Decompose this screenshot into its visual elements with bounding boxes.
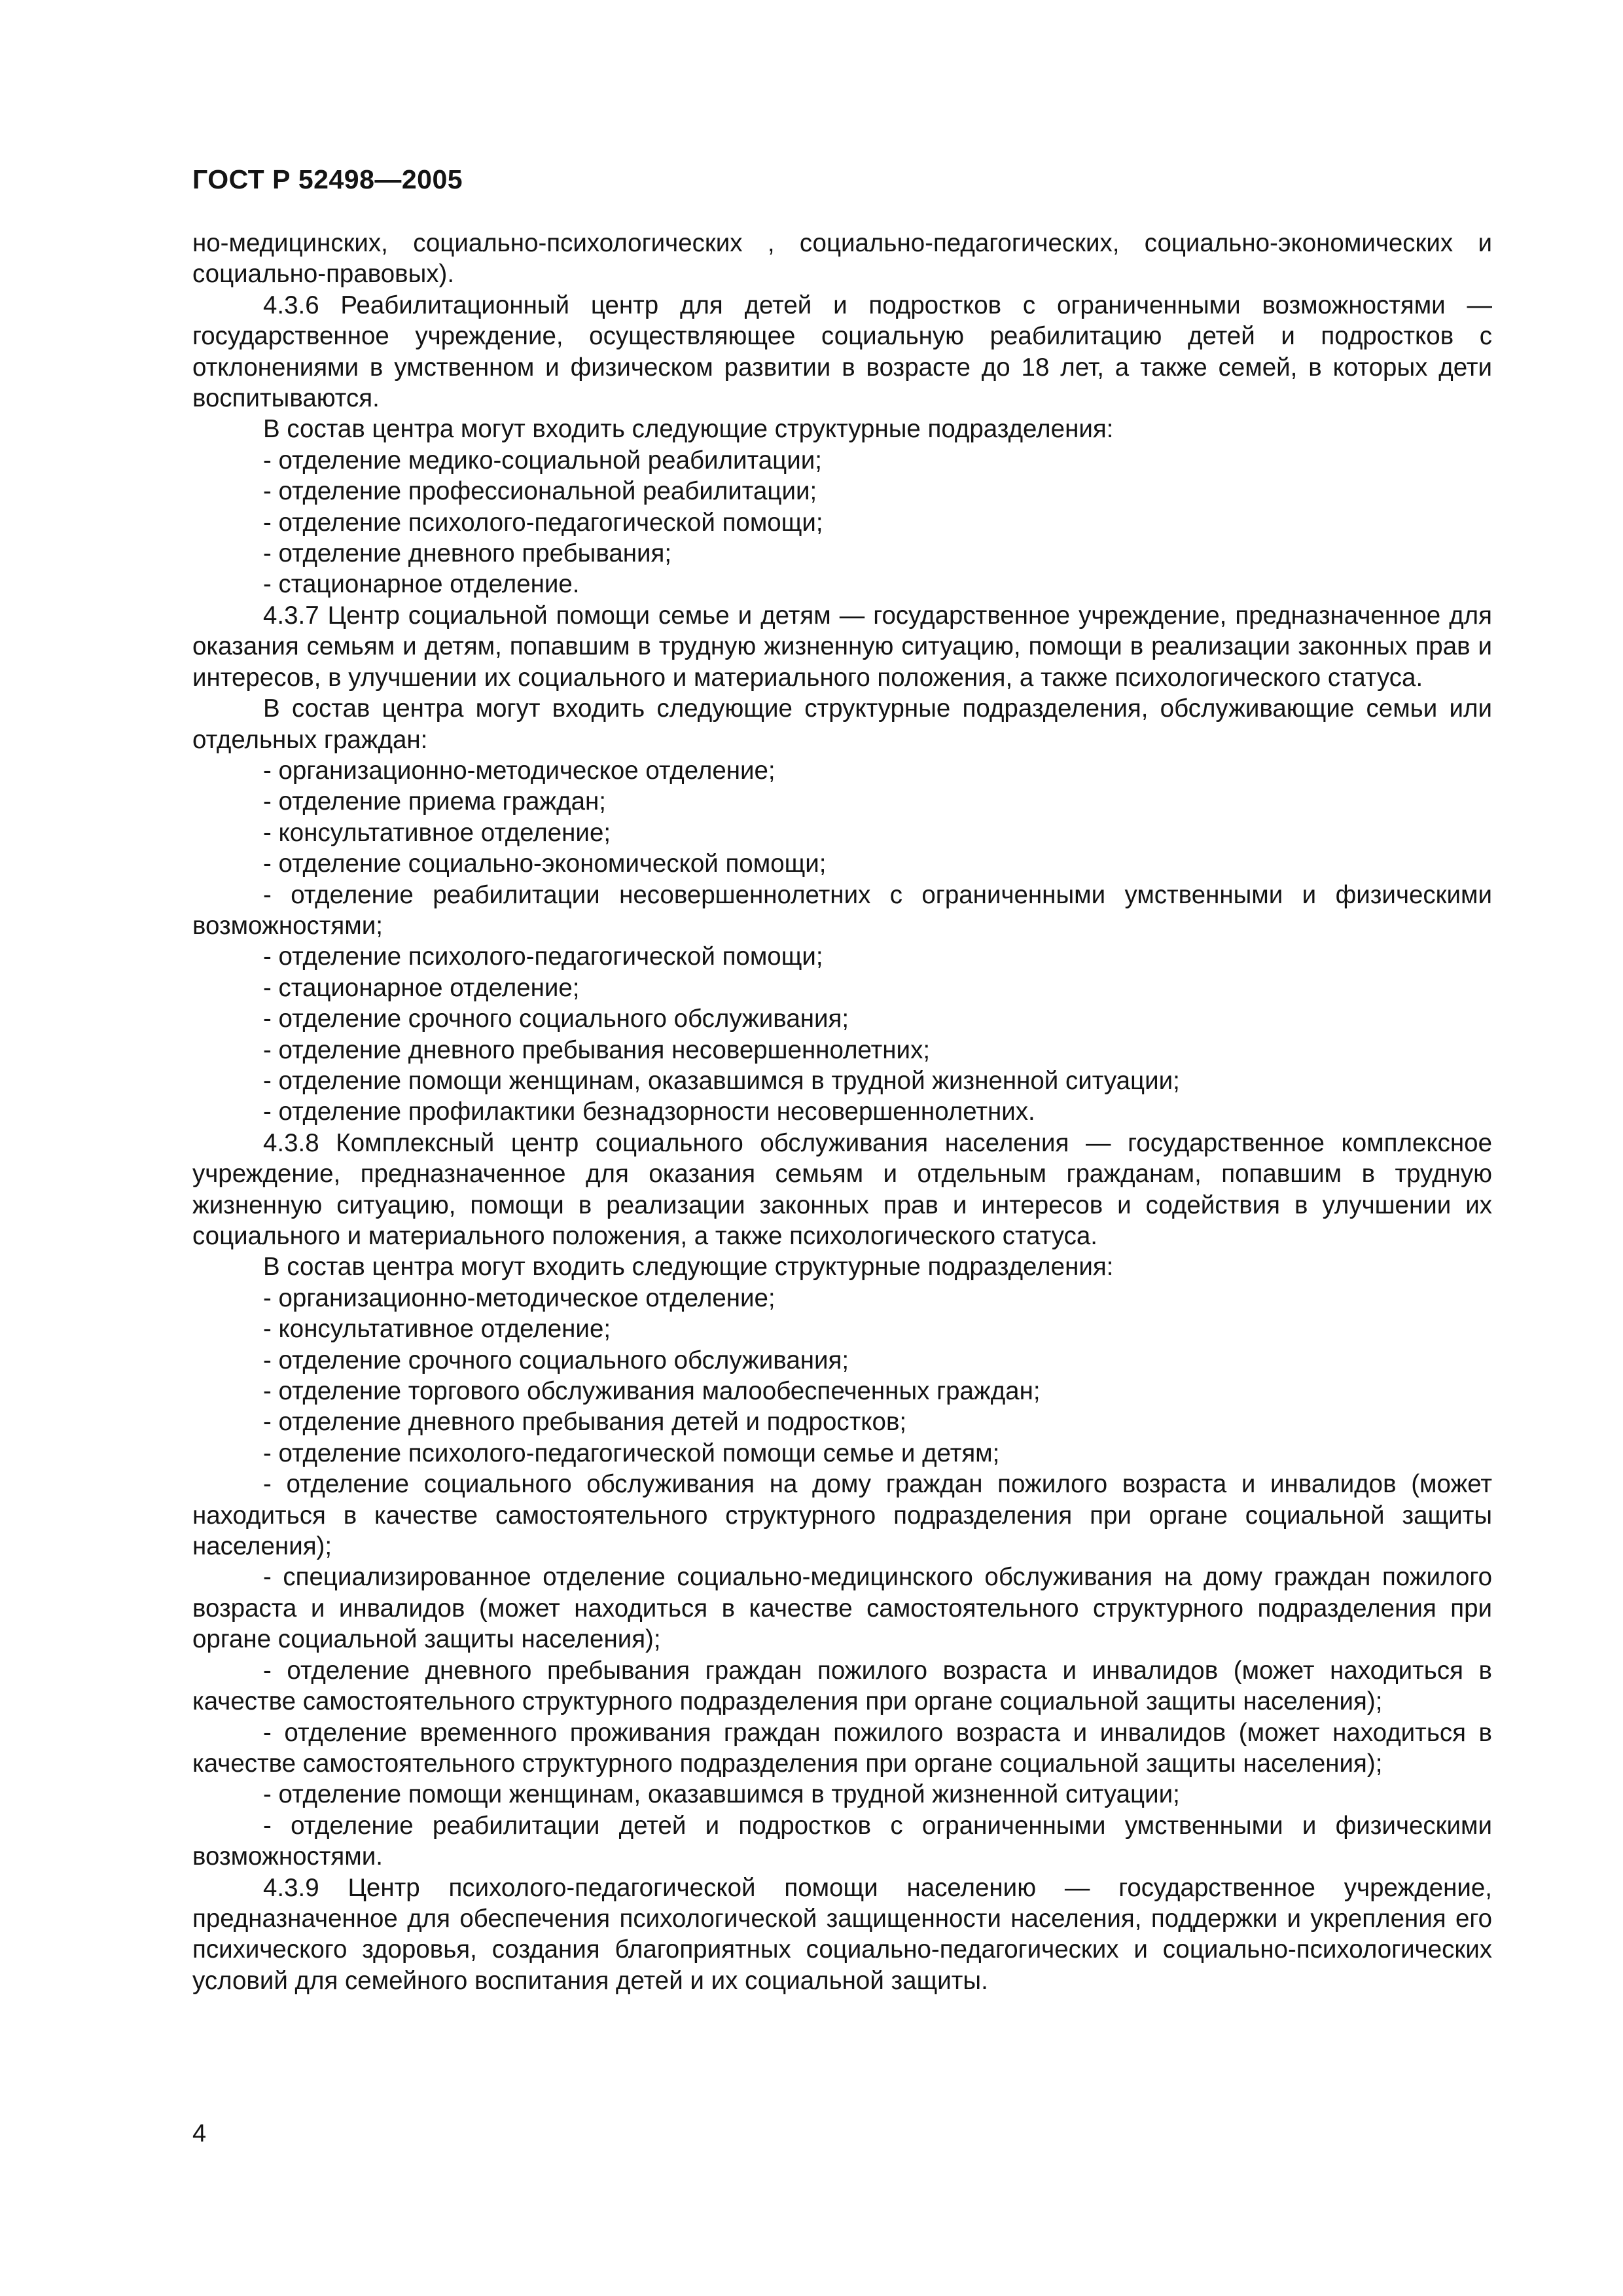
list-item: - отделение профессиональной реабилитации; <box>263 477 817 506</box>
list-item: - специализированное отделение социально-медицинского обслуживания на дому граждан пожилого возраста и инвалидов (может находиться в качестве самостоятельного структурного подразделения при органе социальной защиты населения); <box>192 1563 1492 1654</box>
list-item: - стационарное отделение; <box>263 973 580 1002</box>
list-item: - стационарное отделение. <box>263 570 580 599</box>
paragraph: В состав центра могут входить следующие структурные подразделения: <box>263 1253 1114 1282</box>
document-body <box>192 228 1492 1996</box>
list-item: - отделение помощи женщинам, оказавшимся в трудной жизненной ситуации; <box>263 1066 1180 1095</box>
list-item: - отделение дневного пребывания детей и подростков; <box>263 1408 907 1437</box>
page-number: 4 <box>192 2120 207 2147</box>
page-header-standard-code: ГОСТ Р 52498—2005 <box>192 164 463 194</box>
list-item: - отделение психолого-педагогической помощи; <box>263 942 823 971</box>
list-item: - отделение медико-социальной реабилитации; <box>263 446 822 475</box>
list-item: - отделение реабилитации детей и подростков с ограниченными умственными и физическими возможностями. <box>192 1811 1492 1871</box>
list-item: - отделение временного проживания граждан пожилого возраста и инвалидов (может находиться в качестве самостоятельного структурного подразделения при органе социальной защиты населения); <box>192 1718 1492 1778</box>
paragraph: но-медицинских, социально-психологических , социально-педагогических, социально-экономических и социально-правовых). <box>192 229 1492 289</box>
list-item: - отделение психолого-педагогической помощи семье и детям; <box>263 1439 1000 1467</box>
list-item: - отделение приема граждан; <box>263 787 606 816</box>
paragraph-4-3-6: 4.3.6 Реабилитационный центр для детей и подростков с ограниченными возможностями — государственное учреждение, осуществляющее социальную реабилитацию детей и подростков с отклонениями в умственном и физическом развитии в возрасте до 18 лет, а также семей, в которых дети воспитываются. <box>192 291 1492 413</box>
list-item: - отделение дневного пребывания граждан пожилого возраста и инвалидов (может находиться в качестве самостоятельного структурного подразделения при органе социальной защиты населения); <box>192 1656 1492 1716</box>
paragraph: В состав центра могут входить следующие структурные подразделения: <box>263 415 1114 444</box>
list-item: - консультативное отделение; <box>263 818 611 847</box>
paragraph-4-3-7: 4.3.7 Центр социальной помощи семье и детям — государственное учреждение, предназначенное для оказания семьям и детям, попавшим в трудную жизненную ситуацию, помощи в реализации законных прав и интересов, в улучшении их социального и материального положения, а также психологического статуса. <box>192 601 1492 692</box>
paragraph-4-3-8: 4.3.8 Комплексный центр социального обслуживания населения — государственное комплексное учреждение, предназначенное для оказания семьям и отдельным гражданам, попавшим в трудную жизненную ситуацию, помощи в реализации законных прав и интересов и содействия в улучшении их социального и материального положения, а также психологического статуса. <box>192 1128 1492 1250</box>
list-item: - отделение дневного пребывания несовершеннолетних; <box>263 1035 931 1064</box>
list-item: - отделение реабилитации несовершеннолетних с ограниченными умственными и физическими возможностями; <box>192 880 1492 940</box>
list-item: - отделение дневного пребывания; <box>263 539 672 568</box>
list-item: - отделение социального обслуживания на дому граждан пожилого возраста и инвалидов (может находиться в качестве самостоятельного структурного подразделения при органе социальной защиты населения); <box>192 1470 1492 1561</box>
list-item: - отделение профилактики безнадзорности несовершеннолетних. <box>263 1098 1035 1126</box>
paragraph-4-3-9: 4.3.9 Центр психолого-педагогической помощи населению — государственное учреждение, предназначенное для обеспечения психологической защищенности населения, поддержки и укрепления его психического здоровья, создания благоприятных социально-педагогических и социально-психологических условий для семейного воспитания детей и их социальной защиты. <box>192 1873 1492 1995</box>
paragraph: В состав центра могут входить следующие структурные подразделения, обслуживающие семьи или отдельных граждан: <box>192 694 1492 754</box>
list-item: - отделение срочного социального обслуживания; <box>263 1005 849 1033</box>
list-item: - отделение срочного социального обслуживания; <box>263 1346 849 1374</box>
list-item: - отделение торгового обслуживания малообеспеченных граждан; <box>263 1377 1041 1406</box>
list-item: - отделение психолого-педагогической помощи; <box>263 508 823 537</box>
list-item: - консультативное отделение; <box>263 1315 611 1344</box>
list-item: - отделение социально-экономической помощи; <box>263 850 827 878</box>
list-item: - отделение помощи женщинам, оказавшимся в трудной жизненной ситуации; <box>263 1780 1180 1809</box>
list-item: - организационно-методическое отделение; <box>263 1283 776 1312</box>
list-item: - организационно-методическое отделение; <box>263 756 776 785</box>
